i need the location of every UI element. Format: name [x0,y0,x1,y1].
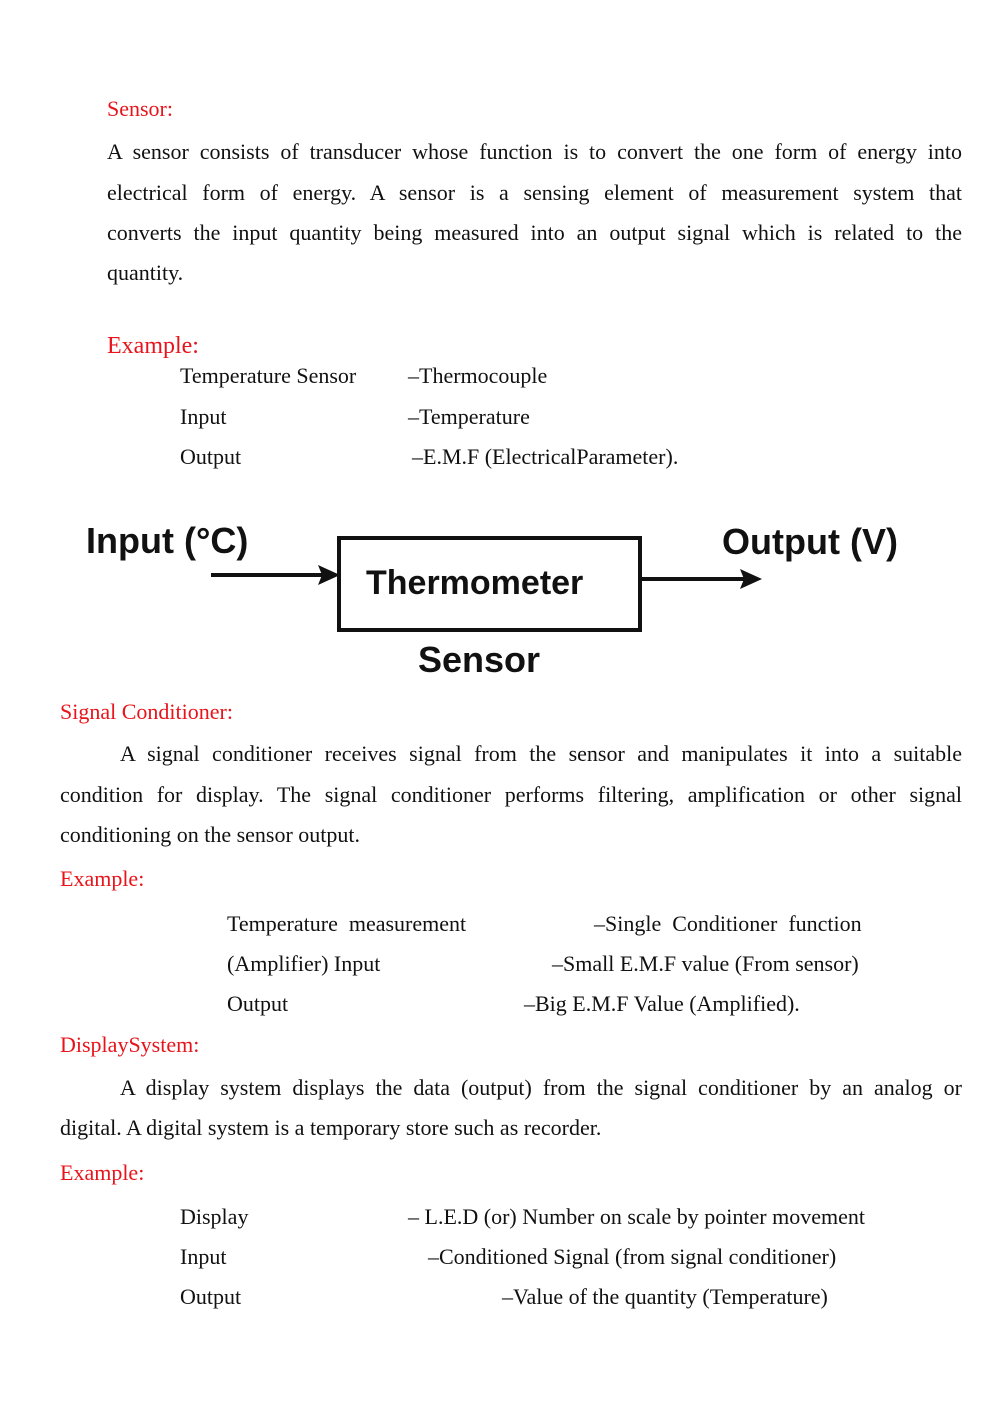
example-label: Temperature Sensor [180,363,357,388]
paragraph-line: converts the input quantity being measured into an output signal which is related to the [107,220,962,245]
diagram-caption: Sensor [418,639,541,680]
signal-heading: Signal Conditioner: [60,699,233,724]
paragraph-line: electrical form of energy. A sensor is a sensing element of measurement system that [107,180,962,205]
example-value: – L.E.D (or) Number on scale by pointer movement [408,1204,865,1229]
example-value: –Thermocouple [408,363,548,388]
sensor-heading: Sensor: [107,96,173,121]
paragraph-line: A sensor consists of transducer whose function is to convert the one form of energy into [107,139,962,164]
example-value: –Conditioned Signal (from signal conditioner) [428,1244,837,1269]
example-heading: Example: [60,866,145,891]
example-label: Input [180,1244,227,1269]
diagram-block-label: Thermometer [366,564,584,602]
example-label: (Amplifier) Input [227,951,381,976]
example-heading: Example: [60,1160,145,1185]
example-value: –Small E.M.F value (From sensor) [552,951,859,976]
display-heading: DisplaySystem: [60,1032,200,1057]
example-label: Output [180,1284,242,1309]
paragraph-line: conditioning on the sensor output. [60,822,361,847]
example-value: –Single Conditioner function [594,911,862,936]
diagram-input-label: Input (°C) [86,520,249,561]
example-heading: Example: [107,333,199,359]
example-label: Temperature measurement [227,911,467,936]
paragraph-line: condition for display. The signal conditioner performs filtering, amplification or other signal [60,782,962,807]
example-label: Output [180,444,242,469]
example-value: –Temperature [408,404,530,429]
example-value: –Value of the quantity (Temperature) [502,1284,828,1309]
paragraph-line: A display system displays the data (output) from the signal conditioner by an analog or [120,1075,962,1100]
example-value: –E.M.F (ElectricalParameter). [412,444,679,469]
example-value: –Big E.M.F Value (Amplified). [524,991,800,1016]
example-label: Output [227,991,289,1016]
example-label: Input [180,404,227,429]
paragraph-line: quantity. [107,260,184,285]
paragraph-line: digital. A digital system is a temporary store such as recorder. [60,1115,602,1140]
paragraph-line: A signal conditioner receives signal from the sensor and manipulates it into a suitable [120,741,962,766]
example-label: Display [180,1204,249,1229]
diagram-output-label: Output (V) [722,521,898,562]
